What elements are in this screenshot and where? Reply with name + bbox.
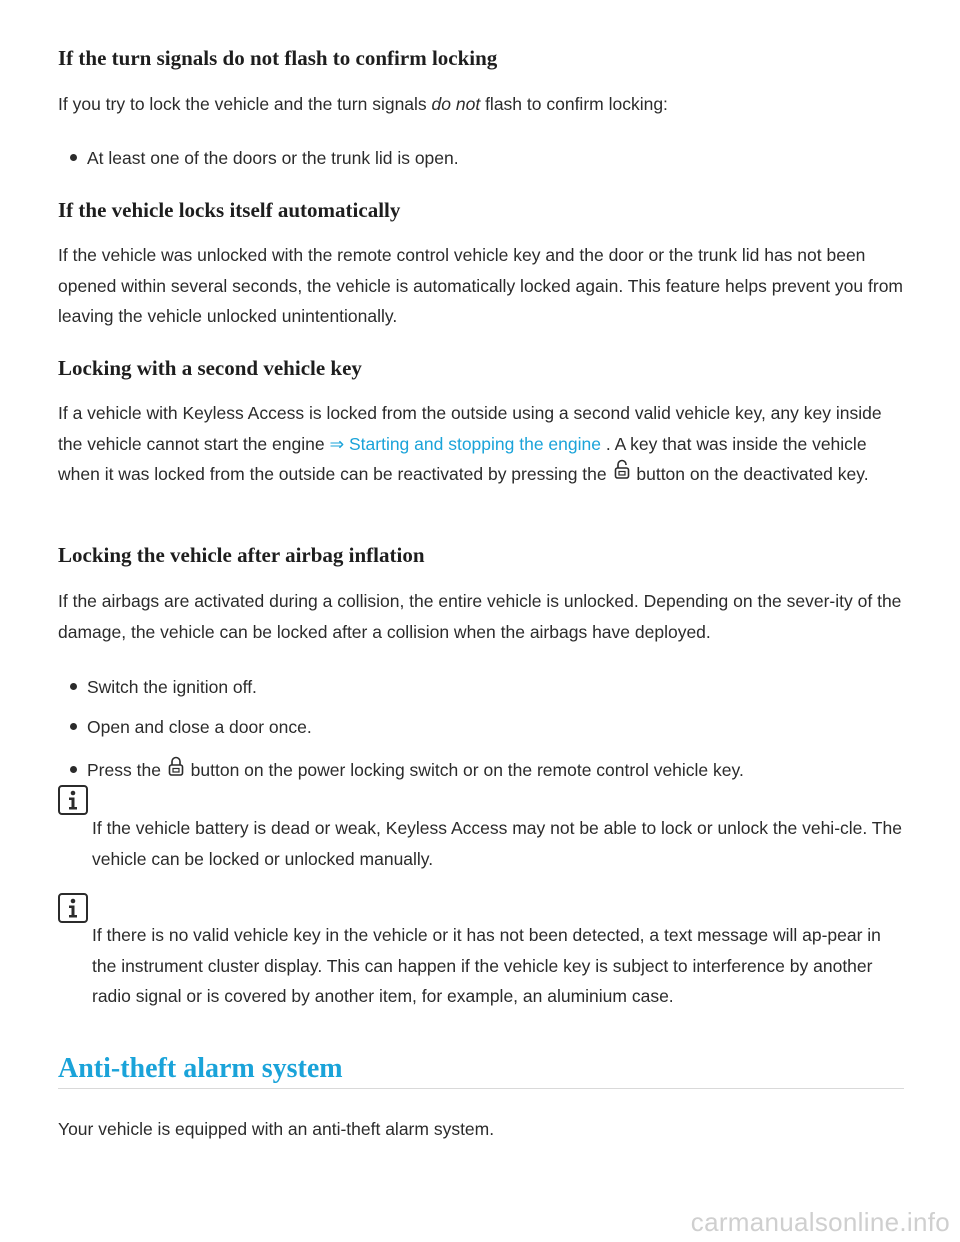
paragraph-locks-automatically: If the vehicle was unlocked with the remote control vehicle key and the door or the trunk lid has not been opened within several seconds, the vehicle is automatically locked again. This feature helps prevent you from leaving the vehicle unlocked unintentionally. xyxy=(58,245,904,326)
watermark: carmanualsonline.info xyxy=(690,1207,950,1237)
list-item: Switch the ignition off. xyxy=(58,675,257,699)
bullet-dot xyxy=(70,766,77,773)
note-no-valid-key: If there is no valid vehicle key in the vehicle or it has not been detected, a text message will ap-pear in the instrument cluster display. This can happen if the vehicle key is subject to interference by another radio signal or is covered by another item, for example, an aluminium case. xyxy=(92,925,881,1006)
heading-second-key: Locking with a second vehicle key xyxy=(58,356,362,380)
list-item: At least one of the doors or the trunk lid is open. xyxy=(58,146,459,170)
link-starting-stopping-engine[interactable]: ⇒ Starting and stopping the engine xyxy=(329,433,601,454)
heading-locks-automatically: If the vehicle locks itself automatically xyxy=(58,198,401,222)
heading-airbag-inflation: Locking the vehicle after airbag inflation xyxy=(58,543,425,567)
list-item: Press the button on the power locking switch or on the remote control vehicle key. xyxy=(58,758,744,784)
heading-turn-signals: If the turn signals do not flash to confirm locking xyxy=(58,46,498,70)
list-item: Open and close a door once. xyxy=(58,715,312,739)
bullet-dot xyxy=(70,154,77,161)
info-icon xyxy=(58,785,88,815)
info-icon xyxy=(58,893,88,923)
bullet-dot xyxy=(70,683,77,690)
heading-anti-theft-alarm: Anti-theft alarm system xyxy=(58,1053,343,1084)
paragraph-turn-signals: If you try to lock the vehicle and the turn signals do not flash to confirm locking: xyxy=(58,94,668,114)
paragraph-airbag-inflation: If the airbags are activated during a collision, the entire vehicle is unlocked. Depending on the sever-ity of the damage, the vehicle can be locked after a collision when the airbags have deployed. xyxy=(58,591,902,642)
bullet-dot xyxy=(70,723,77,730)
paragraph-anti-theft-alarm: Your vehicle is equipped with an anti-theft alarm system. xyxy=(58,1119,495,1139)
unlock-icon xyxy=(614,458,630,489)
heading-divider xyxy=(58,1088,904,1089)
note-battery: If the vehicle battery is dead or weak, Keyless Access may not be able to lock or unlock the vehi-cle. The vehicle can be locked or unlocked manually. xyxy=(92,818,902,869)
lock-icon xyxy=(168,756,184,782)
emphasis-do-not: do not xyxy=(431,94,481,114)
paragraph-second-key: If a vehicle with Keyless Access is locked from the outside using a second valid vehicle key, any key inside the vehicle cannot start the engine ⇒ Starting and stopping the engine . A key that was inside the vehicle when it was locked from the outside can be reactivated by pressing the button on the deactivated key. xyxy=(58,398,904,491)
